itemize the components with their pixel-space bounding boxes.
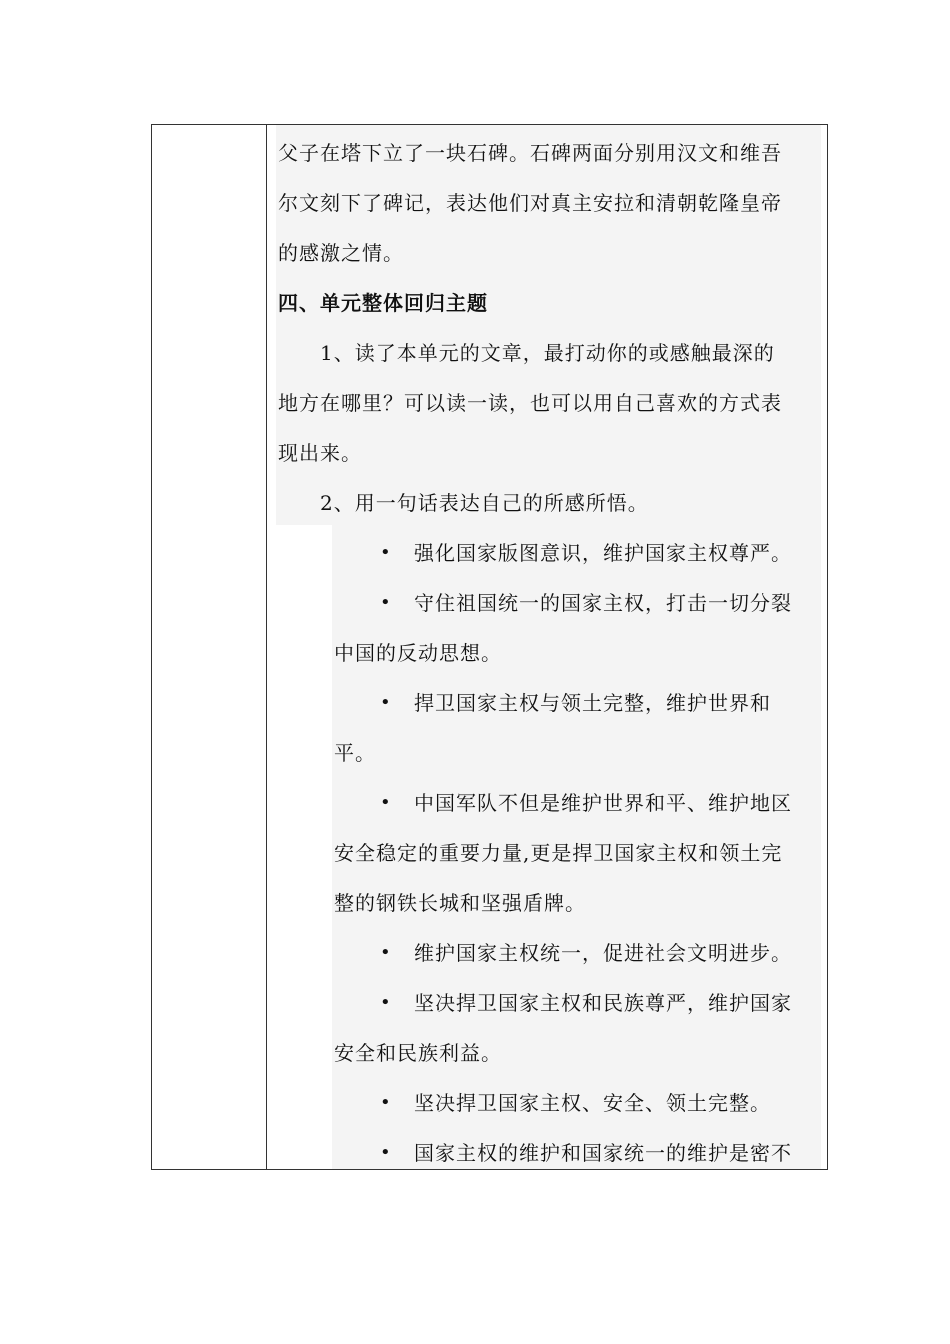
bullet-text: 国家主权的维护和国家统一的维护是密不 bbox=[414, 1141, 792, 1165]
bullet-text: 坚决捍卫国家主权和民族尊严，维护国家 bbox=[414, 991, 792, 1015]
intro-line: 的感激之情。 bbox=[278, 241, 404, 265]
intro-line: 尔文刻下了碑记，表达他们对真主安拉和清朝乾隆皇帝 bbox=[278, 191, 782, 215]
bullet-text: 维护国家主权统一，促进社会文明进步。 bbox=[414, 941, 792, 965]
table-column-divider bbox=[266, 125, 267, 1169]
question-1-line: 地方在哪里？可以读一读，也可以用自己喜欢的方式表 bbox=[278, 391, 782, 415]
question-1-line: 现出来。 bbox=[278, 441, 362, 465]
bullet-text: 平。 bbox=[334, 741, 376, 765]
bullet-dot: • bbox=[380, 692, 391, 713]
table-content-cell bbox=[276, 125, 821, 1169]
bullet-dot: • bbox=[380, 992, 391, 1013]
bullet-text: 坚决捍卫国家主权、安全、领土完整。 bbox=[414, 1091, 771, 1115]
bullet-dot: • bbox=[380, 792, 391, 813]
bullet-text: 整的钢铁长城和坚强盾牌。 bbox=[334, 891, 586, 915]
question-1-line: 1、读了本单元的文章，最打动你的或感触最深的 bbox=[320, 341, 775, 365]
shaded-text-region bbox=[276, 125, 821, 525]
bullet-text: 安全和民族利益。 bbox=[334, 1041, 502, 1065]
bullet-text: 中国军队不但是维护世界和平、维护地区 bbox=[414, 791, 792, 815]
bullet-text: 中国的反动思想。 bbox=[334, 641, 502, 665]
question-2: 2、用一句话表达自己的所感所悟。 bbox=[320, 491, 649, 515]
lesson-table bbox=[151, 124, 828, 1170]
section-heading: 四、单元整体回归主题 bbox=[278, 291, 488, 315]
bullet-text: 守住祖国统一的国家主权，打击一切分裂 bbox=[414, 591, 792, 615]
bullet-dot: • bbox=[380, 942, 391, 963]
bullet-dot: • bbox=[380, 1142, 391, 1163]
bullet-dot: • bbox=[380, 542, 391, 563]
bullet-text: 强化国家版图意识，维护国家主权尊严。 bbox=[414, 541, 792, 565]
intro-line: 父子在塔下立了一块石碑。石碑两面分别用汉文和维吾 bbox=[278, 141, 782, 165]
bullet-dot: • bbox=[380, 1092, 391, 1113]
bullet-text: 捍卫国家主权与领土完整，维护世界和 bbox=[414, 691, 771, 715]
bullet-text: 安全稳定的重要力量,更是捍卫国家主权和领土完 bbox=[334, 841, 783, 865]
bullet-dot: • bbox=[380, 592, 391, 613]
